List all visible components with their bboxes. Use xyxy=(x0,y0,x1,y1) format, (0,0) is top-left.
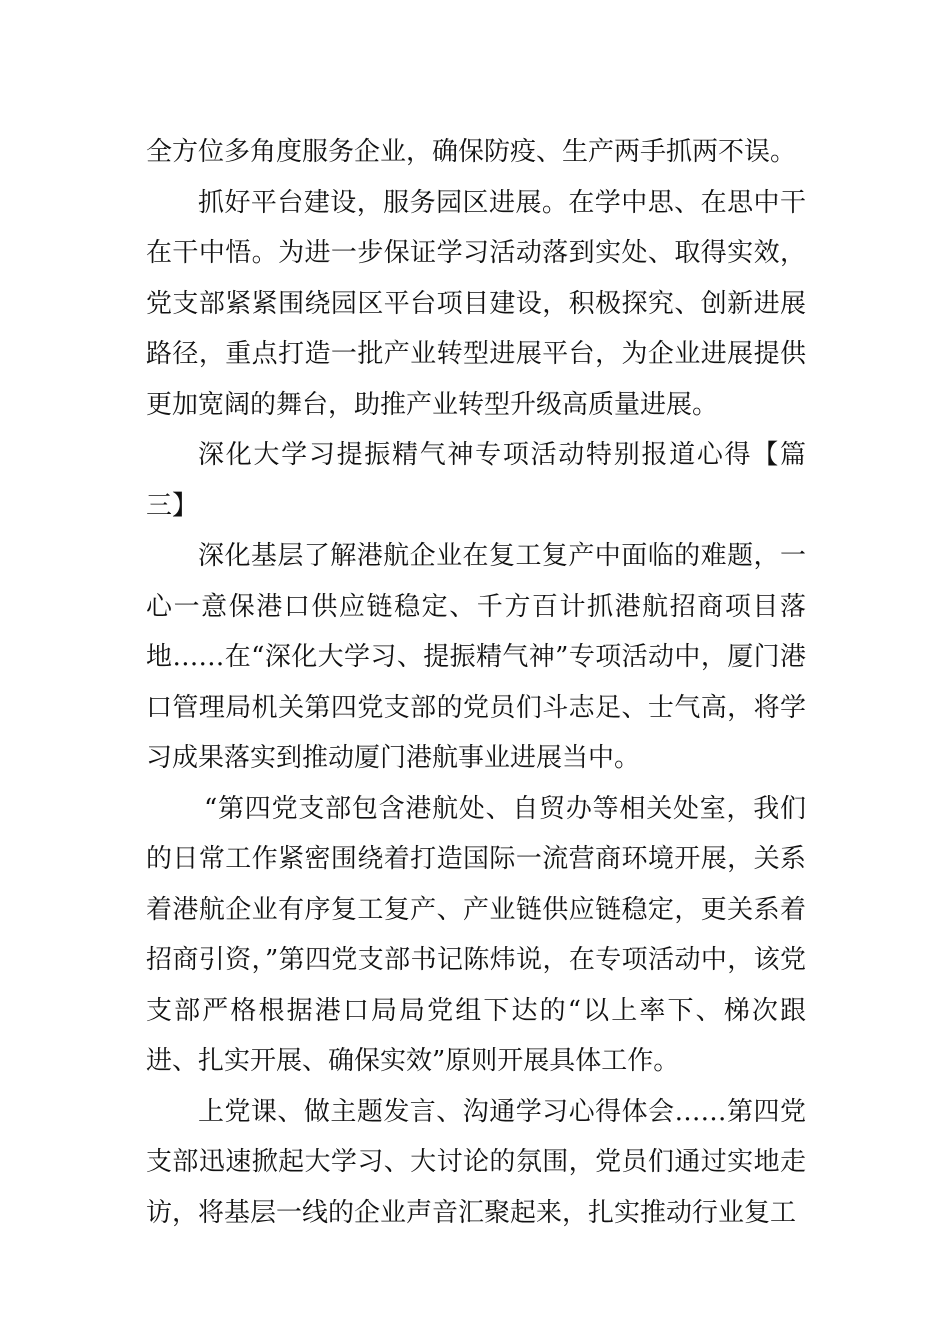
paragraph-1: 全方位多角度服务企业，确保防疫、生产两手抓两不误。 xyxy=(146,137,797,167)
document-body xyxy=(146,127,806,1238)
section-heading: 深化大学习提振精气神专项活动特别报道心得【篇三】 xyxy=(146,440,806,521)
paragraph-4: “第四党支部包含港航处、自贸办等相关处室，我们的日常工作紧密围绕着打造国际一流营商环境开展，关系着港航企业有序复工复产、产业链供应链稳定，更关系着招商引资，”第四党支部书记陈炜说，在专项活动中，该党支部严格根据港口局局党组下达的“以上率下、梯次跟进、扎实开展、确保实效”原则开展具体工作。 xyxy=(146,793,806,1076)
paragraph-2: 抓好平台建设，服务园区进展。在学中思、在思中干在干中悟。为进一步保证学习活动落到实处、取得实效，党支部紧紧围绕园区平台项目建设，积极探究、创新进展路径，重点打造一批产业转型进展平台，为企业进展提供更加宽阔的舞台，助推产业转型升级高质量进展。 xyxy=(146,187,806,420)
paragraph-3: 深化基层了解港航企业在复工复产中面临的难题，一心一意保港口供应链稳定、千方百计抓港航招商项目落地……在“深化大学习、提振精气神”专项活动中，厦门港口管理局机关第四党支部的党员们斗志足、士气高，将学习成果落实到推动厦门港航事业进展当中。 xyxy=(146,541,806,773)
paragraph-5: 上党课、做主题发言、沟通学习心得体会……第四党支部迅速掀起大学习、大讨论的氛围，党员们通过实地走访，将基层一线的企业声音汇聚起来，扎实推动行业复工 xyxy=(146,1096,806,1228)
